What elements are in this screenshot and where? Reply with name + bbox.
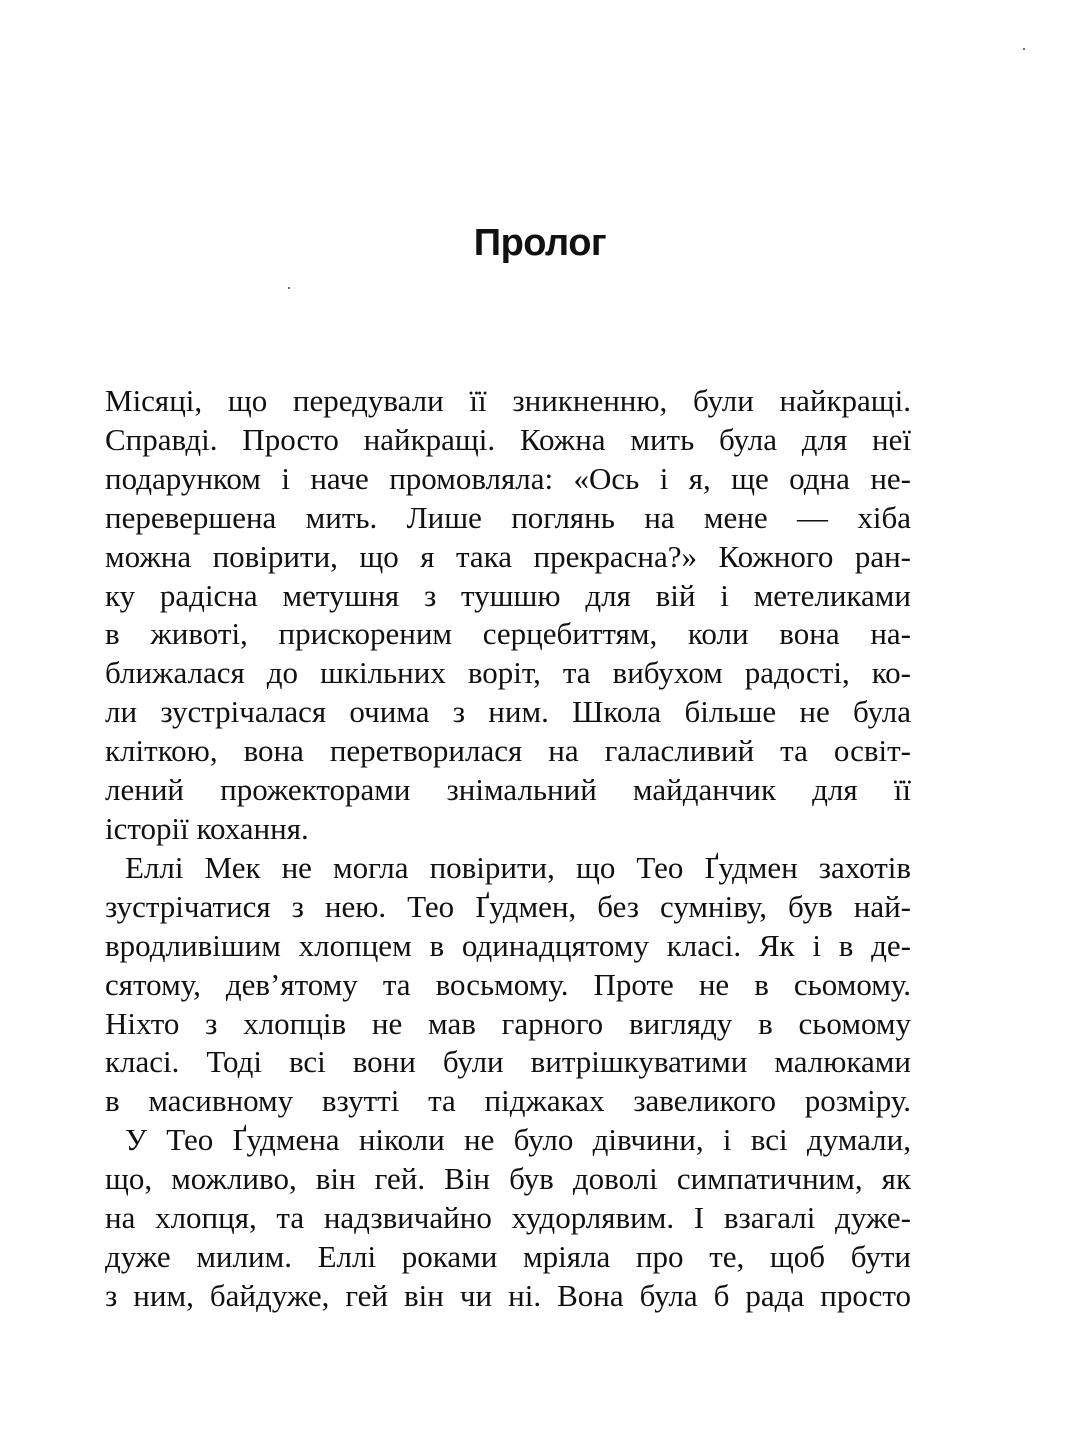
text-line: класі. Тоді всі вони були витрішкуватими малюками xyxy=(105,1044,911,1080)
text-line: ли зустрічалася очима з ним. Школа більше не була xyxy=(105,694,911,730)
text-line: Ніхто з хлопців не мав гарного вигляду в сьомому xyxy=(105,1005,911,1041)
text-line: вродливішим хлопцем в одинадцятому класі. Як і в де- xyxy=(105,927,911,963)
chapter-title: Пролог xyxy=(473,222,607,264)
text-line: з ним, байдуже, гей він чи ні. Вона була б рада просто xyxy=(105,1277,911,1313)
text-line: лений прожекторами знімальний майданчик для її xyxy=(105,772,911,808)
text-line: дуже милим. Еллі роками мріяла про те, щоб бути xyxy=(105,1238,911,1274)
body-text xyxy=(105,382,911,1316)
text-line: на хлопця, та надзвичайно худорлявим. І взагалі дуже- xyxy=(105,1200,911,1236)
scan-speck xyxy=(1023,48,1025,50)
text-line: У Тео Ґудмена ніколи не було дівчини, і всі думали, xyxy=(125,1122,911,1158)
text-line: Справді. Просто найкращі. Кожна мить була для неї xyxy=(105,421,911,457)
text-line: в масивному взутті та піджаках завеликого розміру. xyxy=(105,1083,911,1119)
text-line: можна повірити, що я така прекрасна?» Кожного ран- xyxy=(105,538,911,574)
text-line: кліткою, вона перетворилася на галасливий та освіт- xyxy=(105,733,911,769)
text-line: подарунком і наче промовляла: «Ось і я, ще одна не- xyxy=(105,460,911,496)
text-line: сятому, дев’ятому та восьмому. Проте не в сьомому. xyxy=(105,966,911,1002)
text-line: перевершена мить. Лише поглянь на мене — хіба xyxy=(105,499,911,535)
text-line: ближалася до шкільних воріт, та вибухом радості, ко- xyxy=(105,655,911,691)
scan-speck xyxy=(288,287,290,289)
text-line: в животі, прискореним серцебиттям, коли вона на- xyxy=(105,616,911,652)
text-line: зустрічатися з нею. Тео Ґудмен, без сумніву, був най- xyxy=(105,888,911,924)
text-line: що, можливо, він гей. Він був доволі симпатичним, як xyxy=(105,1161,911,1197)
text-line: Еллі Мек не могла повірити, що Тео Ґудмен захотів xyxy=(125,849,911,885)
text-line: ку радісна метушня з тушшю для вій і метеликами xyxy=(105,577,911,613)
text-line: Місяці, що передували її зникненню, були найкращі. xyxy=(105,383,911,418)
text-line: історії кохання. xyxy=(105,810,309,846)
